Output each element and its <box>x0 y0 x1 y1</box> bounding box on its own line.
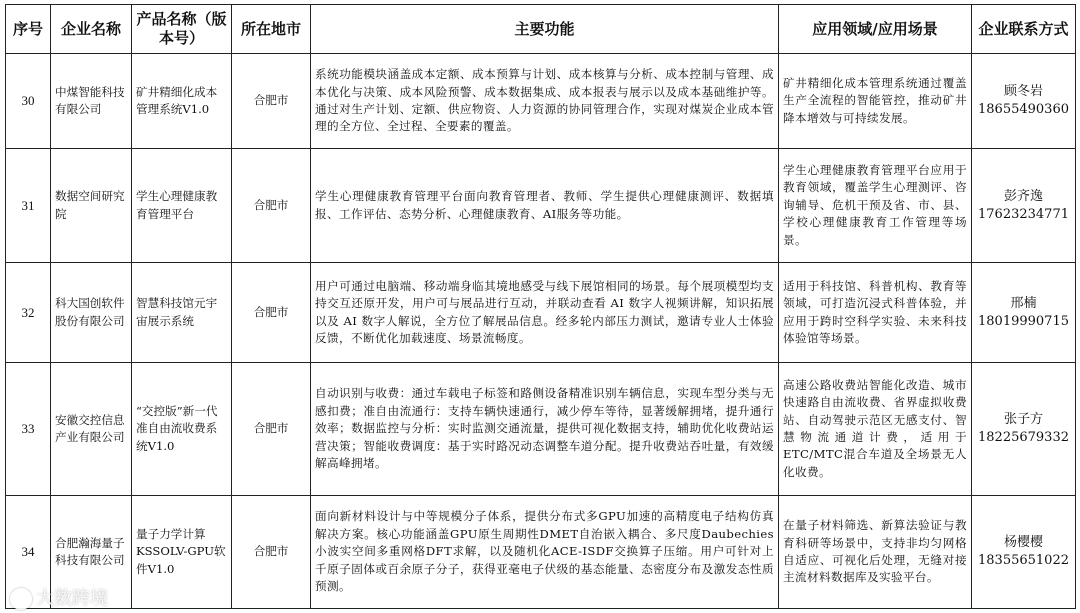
row-location: 合肥市 <box>232 363 311 496</box>
header-row <box>6 5 1076 54</box>
header-application: 应用领域/应用场景 <box>779 5 972 54</box>
row-application: 矿井精细化成本管理系统通过覆盖生产全流程的智能管控，推动矿井降本增效与可持续发展。 <box>779 54 972 149</box>
contact-phone: 18655490360 <box>978 102 1069 117</box>
row-contact <box>972 363 1076 496</box>
header-product: 产品名称（版本号） <box>132 5 232 54</box>
header-location: 所在地市 <box>232 5 311 54</box>
header-function: 主要功能 <box>311 5 779 54</box>
row-product: 矿井精细化成本管理系统V1.0 <box>132 54 232 149</box>
row-function: 自动识别与收费：通过车载电子标签和路侧设备精准识别车辆信息，实现车型分类与无感扣费；准自由流通行：支持车辆快速通行，减少停车等待，显著缓解拥堵，提升通行效率；数据监控与分析：实时监测交通流量，提供可视化数据支持，辅助优化收费站运营决策；智能收费调度：基于实时路况动态调整车道分配。提升收费站吞吐量，有效缓解高峰拥堵。 <box>311 363 779 496</box>
row-product: 学生心理健康教育管理平台 <box>132 149 232 263</box>
product-table <box>5 4 1076 609</box>
watermark-text: 大数跨境 <box>36 588 108 609</box>
contact-name: 顾冬岩 <box>1003 84 1043 99</box>
row-product: 智慧科技馆元宇宙展示系统 <box>132 263 232 363</box>
table-row <box>6 263 1076 363</box>
header-company: 企业名称 <box>51 5 132 54</box>
row-application: 高速公路收费站智能化改造、城市快速路自由流收费、省界虚拟收费站、自动驾驶示范区无感支付、智慧物流通道计费，适用于ETC/MTC混合车道及全场景无人化收费。 <box>779 363 972 496</box>
row-seq: 31 <box>6 149 51 263</box>
header-seq: 序号 <box>6 5 51 54</box>
contact-phone: 18225679332 <box>978 430 1069 445</box>
row-company: 中煤智能科技有限公司 <box>51 54 132 149</box>
table-row <box>6 363 1076 496</box>
table-row <box>6 149 1076 263</box>
row-seq: 30 <box>6 54 51 149</box>
row-contact <box>972 496 1076 609</box>
contact-phone: 18019990715 <box>978 313 1069 329</box>
contact-name: 杨樱樱 <box>1003 535 1043 550</box>
table-row <box>6 496 1076 609</box>
header-contact: 企业联系方式 <box>972 5 1076 54</box>
row-application: 适用于科技馆、科普机构、教育等领域，可打造沉浸式科普体验，并应用于跨时空科学实验、未来科技体验馆等场景。 <box>779 263 972 363</box>
contact-name: 彭齐逸 <box>1003 188 1043 204</box>
row-product: 量子力学计算KSSOLV-GPU软件V1.0 <box>132 496 232 609</box>
watermark-logo-icon <box>10 588 32 610</box>
contact-name: 邢楠 <box>1010 295 1037 311</box>
row-contact <box>972 149 1076 263</box>
row-function: 面向新材料设计与中等规模分子体系，提供分布式多GPU加速的高精度电子结构仿真解决方案。核心功能涵盖GPU原生周期性DMET自治嵌入耦合、多尺度Daubechies小波实空间多重网格DFT求解，以及随机化ACE-ISDF交换算子压缩。用户可针对上千原子固体或百余原子分子，获得亚毫电子伏级的基态能量、态密度分布及激发态性质预测。 <box>311 496 779 609</box>
contact-name: 张子方 <box>1003 412 1043 427</box>
row-location: 合肥市 <box>232 54 311 149</box>
row-function: 用户可通过电脑端、移动端身临其境地感受与线下展馆相同的场景。每个展项模型均支持交互还原开发，用户可与展品进行互动，并联动查看 AI 数字人视频讲解，知识拓展以及 AI 数字人解说，全方位了解展品信息。经多轮内部压力测试，邀请专业人士体验反馈，不断优化加载速度、场景流畅度。 <box>311 263 779 363</box>
table-row <box>6 54 1076 149</box>
row-company: 合肥瀚海量子科技有限公司 <box>51 496 132 609</box>
row-company: 数据空间研究院 <box>51 149 132 263</box>
row-product: “交控版”新一代准自由流收费系统V1.0 <box>132 363 232 496</box>
row-company: 安徽交控信息产业有限公司 <box>51 363 132 496</box>
row-application: 学生心理健康教育管理平台应用于教育领域，覆盖学生心理测评、咨询辅导、危机干预及省、市、县、学校心理健康教育工作管理等场景。 <box>779 149 972 263</box>
row-location: 合肥市 <box>232 149 311 263</box>
row-function: 系统功能模块涵盖成本定额、成本预算与计划、成本核算与分析、成本控制与管理、成本优化与决策、成本风险预警、成本数据集成、成本报表与展示以及成本基础维护等。通过对生产计划、定额、供应物资、人力资源的协同管理合作，实现对煤炭企业成本管理的全方位、全过程、全要素的覆盖。 <box>311 54 779 149</box>
contact-phone: 18355651022 <box>978 553 1069 568</box>
row-function: 学生心理健康教育管理平台面向教育管理者、教师、学生提供心理健康测评、数据填报、工作评估、态势分析、心理健康教育、AI服务等功能。 <box>311 149 779 263</box>
row-seq: 32 <box>6 263 51 363</box>
row-company: 科大国创软件股份有限公司 <box>51 263 132 363</box>
row-application: 在量子材料筛选、新算法验证与教育科研等场景中，支持非均匀网格自适应、可视化后处理，无缝对接主流材料数据库及实验平台。 <box>779 496 972 609</box>
row-seq: 34 <box>6 496 51 609</box>
row-contact <box>972 263 1076 363</box>
row-location: 合肥市 <box>232 496 311 609</box>
row-contact <box>972 54 1076 149</box>
contact-phone: 17623234771 <box>978 206 1069 222</box>
row-location: 合肥市 <box>232 263 311 363</box>
watermark <box>10 584 108 610</box>
row-seq: 33 <box>6 363 51 496</box>
